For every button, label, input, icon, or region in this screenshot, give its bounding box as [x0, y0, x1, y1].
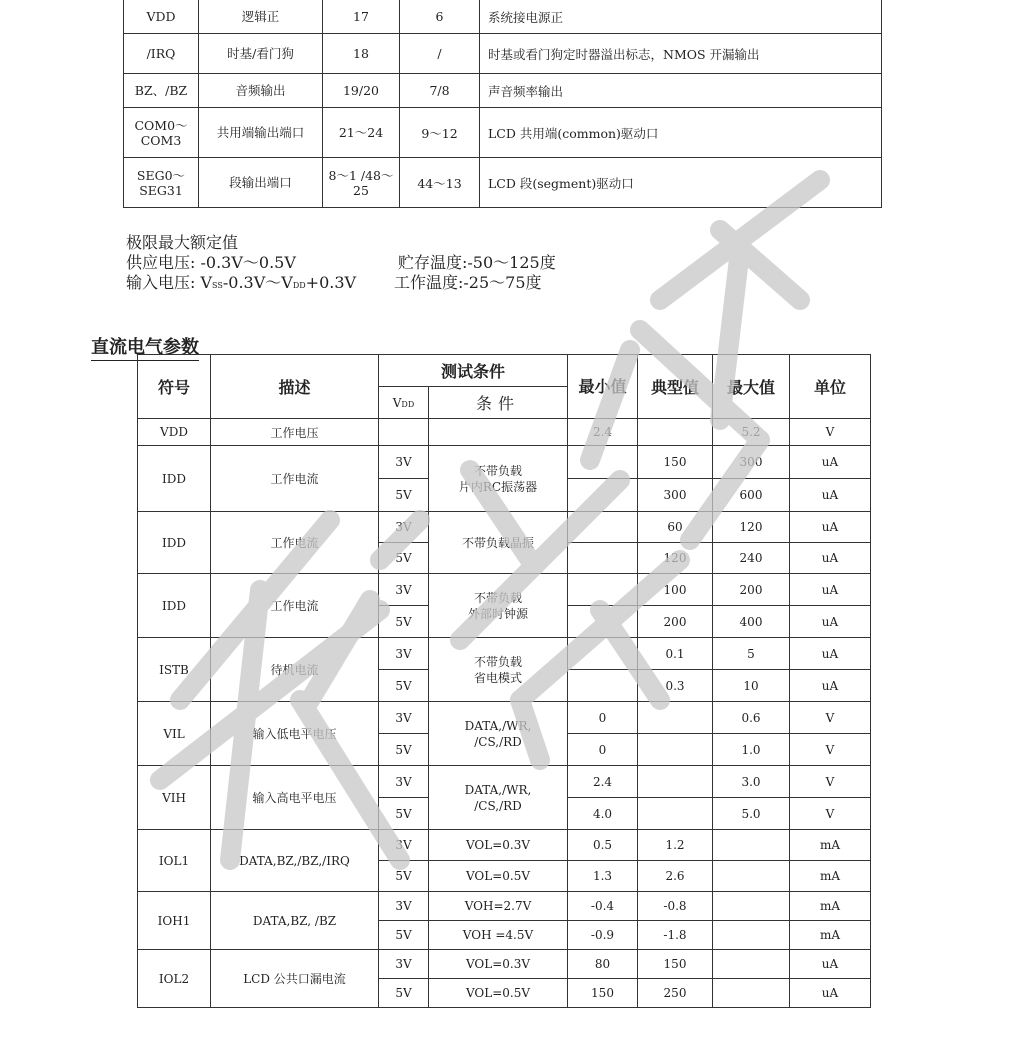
- dc-condition: 不带负载 省电模式: [429, 638, 568, 702]
- dc-vdd: 3V: [379, 512, 429, 543]
- dc-vdd: 3V: [379, 574, 429, 606]
- dc-condition: 不带负载晶振: [429, 512, 568, 574]
- dc-unit: mA: [790, 921, 871, 950]
- dc-vdd: 3V: [379, 892, 429, 921]
- dc-max: 3.0: [713, 766, 790, 798]
- table-row: [138, 892, 871, 921]
- pin-cell-pin1: 18: [323, 34, 400, 74]
- table-row: [138, 638, 871, 670]
- dc-min: 80: [568, 950, 638, 979]
- dc-min: [568, 670, 638, 702]
- table-row: [138, 830, 871, 861]
- dc-max: [713, 830, 790, 861]
- dc-condition: 不带负载 片内RC振荡器: [429, 446, 568, 512]
- pin-cell-name: COM0～COM3: [124, 108, 199, 158]
- dc-unit: V: [790, 766, 871, 798]
- dc-min: -0.9: [568, 921, 638, 950]
- dc-min: 0: [568, 734, 638, 766]
- table-row: [124, 74, 882, 108]
- dc-typ: 120: [638, 543, 713, 574]
- dc-max: 120: [713, 512, 790, 543]
- pin-cell-function: 音频输出: [199, 74, 323, 108]
- dc-unit: uA: [790, 446, 871, 479]
- pin-cell-pin1: 8～1 /48～25: [323, 158, 400, 208]
- pin-cell-pin2: /: [400, 34, 480, 74]
- dc-typ: [638, 766, 713, 798]
- dc-description: LCD 公共口漏电流: [211, 950, 379, 1008]
- table-row: [124, 108, 882, 158]
- dc-max: [713, 950, 790, 979]
- dc-description: 待机电流: [211, 638, 379, 702]
- table-row: [138, 512, 871, 543]
- dc-typ: [638, 702, 713, 734]
- dc-min: 150: [568, 979, 638, 1008]
- dc-max: [713, 892, 790, 921]
- dc-description: 工作电流: [211, 574, 379, 638]
- dc-vdd: 5V: [379, 734, 429, 766]
- pin-cell-desc: 时基或看门狗定时器溢出标志，NMOS 开漏输出: [480, 34, 882, 74]
- table-row: [138, 574, 871, 606]
- pin-cell-desc: 声音频率输出: [480, 74, 882, 108]
- absolute-max-ratings: [126, 233, 556, 296]
- dc-typ: -0.8: [638, 892, 713, 921]
- dc-min: 4.0: [568, 798, 638, 830]
- dc-typ: 1.2: [638, 830, 713, 861]
- dc-unit: uA: [790, 670, 871, 702]
- dc-symbol: VIH: [138, 766, 211, 830]
- dc-typ: 250: [638, 979, 713, 1008]
- dc-symbol: IOL1: [138, 830, 211, 892]
- dc-unit: mA: [790, 892, 871, 921]
- supply-voltage: 供应电压: -0.3V～0.5V: [126, 253, 296, 272]
- dc-typ: 300: [638, 479, 713, 512]
- dc-condition: DATA,/WR, /CS,/RD: [429, 702, 568, 766]
- pin-cell-pin2: 7/8: [400, 74, 480, 108]
- dc-vdd: 5V: [379, 798, 429, 830]
- dc-typ: 150: [638, 446, 713, 479]
- dc-vdd: 3V: [379, 638, 429, 670]
- pin-cell-desc: 系统接电源正: [480, 0, 882, 34]
- dc-condition: VOL=0.5V: [429, 979, 568, 1008]
- pin-cell-desc: LCD 段(segment)驱动口: [480, 158, 882, 208]
- dc-min: 1.3: [568, 861, 638, 892]
- pin-cell-function: 逻辑正: [199, 0, 323, 34]
- dc-unit: mA: [790, 830, 871, 861]
- pin-cell-desc: LCD 共用端(common)驱动口: [480, 108, 882, 158]
- dc-condition: 不带负载 外部时钟源: [429, 574, 568, 638]
- dc-max: [713, 921, 790, 950]
- dc-symbol: ISTB: [138, 638, 211, 702]
- dc-max: 10: [713, 670, 790, 702]
- dc-vdd: 3V: [379, 446, 429, 479]
- dc-unit: uA: [790, 979, 871, 1008]
- pin-cell-function: 段输出端口: [199, 158, 323, 208]
- dc-max: [713, 979, 790, 1008]
- dc-vdd: 5V: [379, 979, 429, 1008]
- dc-parameters-table: [137, 354, 871, 1008]
- dc-symbol: VIL: [138, 702, 211, 766]
- pin-cell-pin2: 44～13: [400, 158, 480, 208]
- dc-vdd: 3V: [379, 950, 429, 979]
- dc-min: 2.4: [568, 766, 638, 798]
- dc-vdd: 5V: [379, 479, 429, 512]
- table-row: VDD 工作电压 2.4 5.2 V: [138, 419, 871, 446]
- dc-description: 工作电流: [211, 512, 379, 574]
- dc-min: [568, 543, 638, 574]
- dc-min: [568, 574, 638, 606]
- dc-unit: V: [790, 734, 871, 766]
- dc-unit: V: [790, 798, 871, 830]
- header-description: 描述: [211, 355, 379, 419]
- dc-symbol: IOL2: [138, 950, 211, 1008]
- dc-description: DATA,BZ,/BZ,/IRQ: [211, 830, 379, 892]
- dc-unit: uA: [790, 574, 871, 606]
- table-row: [124, 34, 882, 74]
- pin-cell-function: 时基/看门狗: [199, 34, 323, 74]
- dc-symbol: IDD: [138, 512, 211, 574]
- header-unit: 单位: [790, 355, 871, 419]
- dc-vdd: 5V: [379, 861, 429, 892]
- dc-unit: uA: [790, 543, 871, 574]
- dc-min: [568, 638, 638, 670]
- pin-cell-name: VDD: [124, 0, 199, 34]
- dc-typ: 200: [638, 606, 713, 638]
- dc-typ: [638, 734, 713, 766]
- input-voltage: 输入电压: VSS-0.3V～VDD+0.3V: [126, 273, 357, 292]
- table-row: [124, 158, 882, 208]
- dc-typ: 100: [638, 574, 713, 606]
- operating-temperature: 工作温度:-25～75度: [394, 273, 542, 292]
- dc-vdd: 3V: [379, 766, 429, 798]
- table-row: [138, 446, 871, 479]
- dc-min: [568, 512, 638, 543]
- dc-typ: 0.1: [638, 638, 713, 670]
- dc-min: 0: [568, 702, 638, 734]
- storage-temperature: 贮存温度:-50～125度: [398, 253, 556, 272]
- dc-condition: VOL=0.5V: [429, 861, 568, 892]
- dc-symbol: IDD: [138, 574, 211, 638]
- dc-vdd: 5V: [379, 543, 429, 574]
- dc-symbol: IDD: [138, 446, 211, 512]
- dc-unit: mA: [790, 861, 871, 892]
- dc-unit: uA: [790, 512, 871, 543]
- dc-min: -0.4: [568, 892, 638, 921]
- limits-title: 极限最大额定值: [126, 233, 239, 252]
- dc-vdd: 5V: [379, 670, 429, 702]
- dc-max: 0.6: [713, 702, 790, 734]
- dc-typ: 150: [638, 950, 713, 979]
- dc-vdd: 3V: [379, 830, 429, 861]
- dc-description: 输入低电平电压: [211, 702, 379, 766]
- header-vdd: VDD: [379, 387, 429, 419]
- dc-condition: VOH=2.7V: [429, 892, 568, 921]
- dc-description: 工作电流: [211, 446, 379, 512]
- dc-vdd: 5V: [379, 921, 429, 950]
- dc-parameters-title: 直流电气参数: [91, 333, 199, 359]
- dc-max: 600: [713, 479, 790, 512]
- dc-vdd: 3V: [379, 702, 429, 734]
- dc-description: DATA,BZ, /BZ: [211, 892, 379, 950]
- dc-condition: VOH =4.5V: [429, 921, 568, 950]
- dc-typ: -1.8: [638, 921, 713, 950]
- dc-max: [713, 861, 790, 892]
- table-row: [124, 0, 882, 34]
- dc-unit: V: [790, 702, 871, 734]
- dc-max: 5: [713, 638, 790, 670]
- table-row: [138, 702, 871, 734]
- dc-unit: uA: [790, 950, 871, 979]
- pin-cell-pin2: 6: [400, 0, 480, 34]
- table-row: [138, 766, 871, 798]
- dc-typ: 60: [638, 512, 713, 543]
- header-condition: 条件: [429, 387, 568, 419]
- dc-typ: [638, 798, 713, 830]
- pin-cell-pin1: 17: [323, 0, 400, 34]
- dc-min: [568, 606, 638, 638]
- pin-description-table: [123, 0, 882, 208]
- dc-condition: VOL=0.3V: [429, 830, 568, 861]
- dc-min: 0.5: [568, 830, 638, 861]
- pin-cell-pin2: 9～12: [400, 108, 480, 158]
- dc-symbol: IOH1: [138, 892, 211, 950]
- header-typ: 典型值: [638, 355, 713, 419]
- dc-max: 5.0: [713, 798, 790, 830]
- dc-max: 300: [713, 446, 790, 479]
- pin-cell-name: SEG0～SEG31: [124, 158, 199, 208]
- pin-cell-function: 共用端输出端口: [199, 108, 323, 158]
- dc-max: 1.0: [713, 734, 790, 766]
- dc-max: 240: [713, 543, 790, 574]
- dc-max: 400: [713, 606, 790, 638]
- pin-cell-pin1: 21～24: [323, 108, 400, 158]
- dc-typ: 0.3: [638, 670, 713, 702]
- dc-condition: DATA,/WR, /CS,/RD: [429, 766, 568, 830]
- dc-description: 输入高电平电压: [211, 766, 379, 830]
- dc-unit: uA: [790, 479, 871, 512]
- header-test-conditions: 测试条件: [379, 355, 568, 387]
- header-symbol: 符号: [138, 355, 211, 419]
- dc-unit: uA: [790, 606, 871, 638]
- dc-typ: 2.6: [638, 861, 713, 892]
- pin-cell-pin1: 19/20: [323, 74, 400, 108]
- table-row: [138, 950, 871, 979]
- pin-cell-name: /IRQ: [124, 34, 199, 74]
- pin-cell-name: BZ、/BZ: [124, 74, 199, 108]
- dc-condition: VOL=0.3V: [429, 950, 568, 979]
- dc-vdd: 5V: [379, 606, 429, 638]
- dc-unit: uA: [790, 638, 871, 670]
- dc-min: [568, 446, 638, 479]
- header-max: 最大值: [713, 355, 790, 419]
- header-min: 最小值: [568, 355, 638, 419]
- dc-max: 200: [713, 574, 790, 606]
- dc-min: [568, 479, 638, 512]
